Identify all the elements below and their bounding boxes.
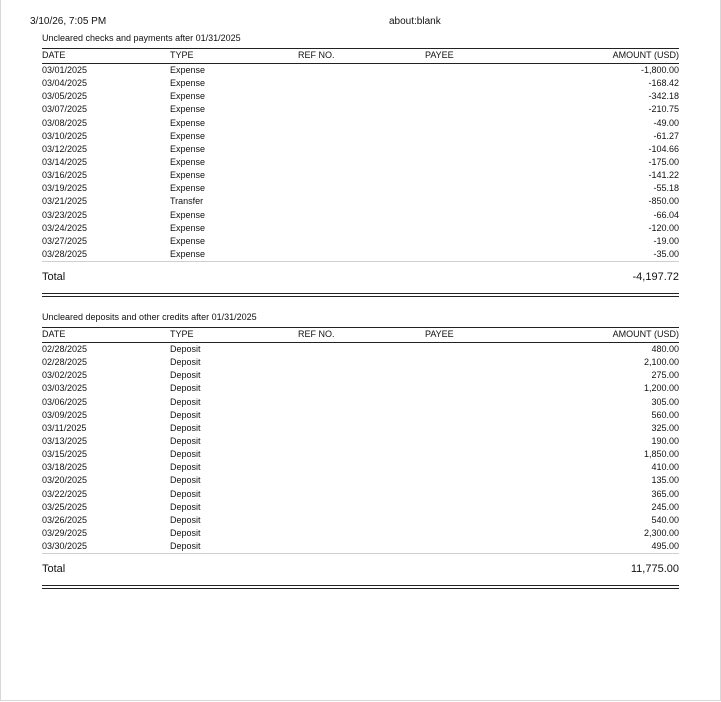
- cell-date: 03/20/2025: [42, 475, 88, 486]
- cell-type: Deposit: [170, 501, 201, 512]
- cell-amount: -342.18: [648, 91, 679, 102]
- cell-amount: 135.00: [651, 475, 679, 486]
- cell-amount: -19.00: [653, 235, 679, 246]
- cell-type: Deposit: [170, 383, 201, 394]
- cell-date: 03/12/2025: [42, 143, 88, 154]
- table-row: [42, 448, 679, 461]
- cell-date: 03/10/2025: [42, 130, 88, 141]
- cell-type: Deposit: [170, 409, 201, 420]
- table-row: [42, 143, 679, 156]
- cell-date: 03/15/2025: [42, 449, 88, 460]
- table-row: [42, 382, 679, 395]
- cell-type: Expense: [170, 235, 206, 246]
- table-row: [42, 209, 679, 222]
- cell-date: 03/04/2025: [42, 78, 88, 89]
- cell-amount: -850.00: [648, 196, 679, 207]
- table-row: [42, 514, 679, 527]
- cell-date: 03/28/2025: [42, 248, 88, 259]
- table-row: [42, 182, 679, 195]
- cell-type: Deposit: [170, 475, 201, 486]
- col-header-type: TYPE: [170, 50, 194, 60]
- cell-type: Expense: [170, 104, 206, 115]
- cell-date: 03/13/2025: [42, 435, 88, 446]
- table-row: [42, 409, 679, 422]
- cell-type: Deposit: [170, 449, 201, 460]
- cell-date: 03/09/2025: [42, 409, 88, 420]
- cell-date: 03/22/2025: [42, 488, 88, 499]
- cell-date: 03/26/2025: [42, 514, 88, 525]
- cell-amount: -175.00: [648, 156, 679, 167]
- cell-type: Deposit: [170, 344, 201, 354]
- table-row: [42, 540, 679, 553]
- cell-amount: 2,300.00: [643, 527, 679, 538]
- cell-amount: 305.00: [651, 396, 679, 407]
- cell-amount: 560.00: [651, 409, 679, 420]
- cell-type: Deposit: [170, 370, 201, 381]
- cell-type: Deposit: [170, 422, 201, 433]
- table-row: [42, 527, 679, 540]
- table-row: [42, 235, 679, 248]
- col-header-date: DATE: [42, 329, 66, 339]
- cell-date: 03/05/2025: [42, 91, 88, 102]
- total-row: [42, 554, 679, 585]
- cell-amount: 190.00: [651, 435, 679, 446]
- cell-date: 03/27/2025: [42, 235, 88, 246]
- cell-amount: -66.04: [653, 209, 679, 220]
- cell-amount: -49.00: [653, 117, 679, 128]
- cell-type: Expense: [170, 130, 206, 141]
- cell-amount: -61.27: [653, 130, 679, 141]
- cell-date: 03/07/2025: [42, 104, 88, 115]
- table-row: [42, 369, 679, 382]
- table-row: [42, 77, 679, 90]
- table-row: [42, 222, 679, 235]
- cell-type: Expense: [170, 248, 206, 259]
- col-header-payee: PAYEE: [425, 50, 454, 60]
- table-row: [42, 501, 679, 514]
- col-header-amount: AMOUNT (USD): [612, 329, 679, 339]
- cell-date: 03/03/2025: [42, 383, 88, 394]
- table-row: [42, 64, 679, 77]
- cell-type: Deposit: [170, 514, 201, 525]
- cell-amount: 480.00: [651, 344, 679, 354]
- table-body: [42, 343, 679, 553]
- col-header-payee: PAYEE: [425, 329, 454, 339]
- uncleared-checks-section: [42, 31, 679, 297]
- cell-amount: 540.00: [651, 514, 679, 525]
- cell-date: 03/02/2025: [42, 370, 88, 381]
- cell-type: Expense: [170, 78, 206, 89]
- total-row: [42, 262, 679, 293]
- cell-type: Expense: [170, 170, 206, 181]
- cell-date: 02/28/2025: [42, 344, 88, 354]
- cell-amount: 410.00: [651, 462, 679, 473]
- table-header: [42, 327, 679, 343]
- cell-date: 03/19/2025: [42, 183, 88, 194]
- cell-amount: -168.42: [648, 78, 679, 89]
- cell-amount: 275.00: [651, 370, 679, 381]
- cell-type: Deposit: [170, 462, 201, 473]
- table-row: [42, 422, 679, 435]
- cell-type: Deposit: [170, 396, 201, 407]
- cell-amount: -210.75: [648, 104, 679, 115]
- cell-date: 03/23/2025: [42, 209, 88, 220]
- table-row: [42, 90, 679, 103]
- table-row: [42, 169, 679, 182]
- cell-type: Expense: [170, 183, 206, 194]
- cell-type: Expense: [170, 91, 206, 102]
- table-row: [42, 488, 679, 501]
- cell-amount: -120.00: [648, 222, 679, 233]
- cell-type: Expense: [170, 156, 206, 167]
- table-row: [42, 356, 679, 369]
- cell-type: Deposit: [170, 488, 201, 499]
- cell-type: Transfer: [170, 196, 204, 207]
- uncleared-deposits-section: [42, 310, 679, 589]
- cell-amount: 1,200.00: [643, 383, 679, 394]
- cell-date: 03/30/2025: [42, 541, 88, 552]
- cell-amount: 325.00: [651, 422, 679, 433]
- total-label: Total: [42, 563, 66, 576]
- cell-date: 03/01/2025: [42, 65, 88, 75]
- cell-type: Expense: [170, 117, 206, 128]
- cell-amount: -1,800.00: [640, 65, 679, 75]
- cell-type: Expense: [170, 65, 206, 75]
- cell-amount: -35.00: [653, 248, 679, 259]
- cell-date: 03/11/2025: [42, 422, 87, 433]
- table-row: [42, 396, 679, 409]
- table-row: [42, 195, 679, 208]
- double-rule: [42, 293, 679, 297]
- table-row: [42, 461, 679, 474]
- cell-date: 03/25/2025: [42, 501, 88, 512]
- cell-type: Expense: [170, 222, 206, 233]
- col-header-type: TYPE: [170, 329, 194, 339]
- print-header: [30, 16, 690, 30]
- table-header: [42, 48, 679, 64]
- total-value: 11,775.00: [630, 563, 679, 576]
- col-header-ref: REF NO.: [298, 50, 335, 60]
- cell-date: 02/28/2025: [42, 357, 88, 368]
- cell-amount: 365.00: [651, 488, 679, 499]
- cell-date: 03/18/2025: [42, 462, 88, 473]
- cell-amount: 245.00: [651, 501, 679, 512]
- print-datetime: 3/10/26, 7:05 PM: [30, 16, 107, 27]
- cell-type: Expense: [170, 209, 206, 220]
- section-title: Uncleared deposits and other credits after 01/31/2025: [42, 312, 257, 322]
- cell-amount: -55.18: [653, 183, 679, 194]
- cell-type: Expense: [170, 143, 206, 154]
- table-row: [42, 130, 679, 143]
- cell-date: 03/06/2025: [42, 396, 88, 407]
- cell-type: Deposit: [170, 435, 201, 446]
- cell-type: Deposit: [170, 541, 201, 552]
- table-row: [42, 103, 679, 116]
- cell-amount: 1,850.00: [643, 449, 679, 460]
- cell-date: 03/16/2025: [42, 170, 88, 181]
- table-row: [42, 156, 679, 169]
- table-row: [42, 248, 679, 261]
- table-row: [42, 474, 679, 487]
- section-title: Uncleared checks and payments after 01/31/2025: [42, 33, 241, 43]
- total-label: Total: [42, 271, 66, 284]
- table-row: [42, 343, 679, 356]
- cell-amount: 495.00: [651, 541, 679, 552]
- col-header-ref: REF NO.: [298, 329, 335, 339]
- print-url: about:blank: [389, 16, 441, 27]
- cell-amount: -104.66: [648, 143, 679, 154]
- cell-amount: -141.22: [648, 170, 679, 181]
- col-header-date: DATE: [42, 50, 66, 60]
- table-row: [42, 117, 679, 130]
- cell-type: Deposit: [170, 357, 201, 368]
- cell-date: 03/08/2025: [42, 117, 88, 128]
- cell-date: 03/29/2025: [42, 527, 88, 538]
- cell-date: 03/24/2025: [42, 222, 88, 233]
- cell-type: Deposit: [170, 527, 201, 538]
- table-row: [42, 435, 679, 448]
- cell-amount: 2,100.00: [643, 357, 679, 368]
- cell-date: 03/21/2025: [42, 196, 88, 207]
- col-header-amount: AMOUNT (USD): [612, 50, 679, 60]
- cell-date: 03/14/2025: [42, 156, 88, 167]
- total-value: -4,197.72: [632, 271, 679, 284]
- table-body: [42, 64, 679, 261]
- double-rule: [42, 585, 679, 589]
